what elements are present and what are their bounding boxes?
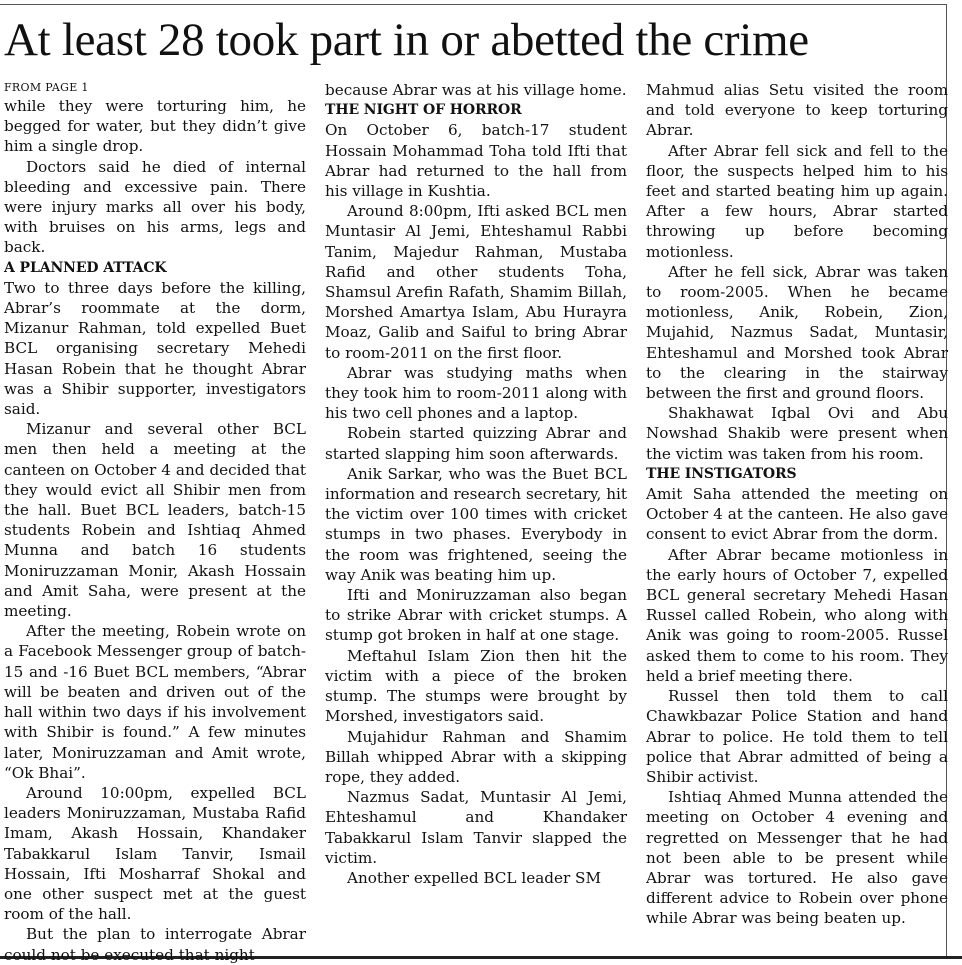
article-paragraph: Robein started quizzing Abrar and started slapping him soon afterwards. (325, 424, 627, 463)
article-column-2 (325, 80, 627, 888)
article-paragraph: Meftahul Islam Zion then hit the victim with a piece of the broken stump. The stumps were brought by Morshed, investigators said. (325, 646, 627, 726)
article-paragraph: Ishtiaq Ahmed Munna attended the meeting on October 4 evening and regretted on Messenger that he had not been able to be present while Abrar was tortured. He also gave different advice to Robein over phone while Abrar was being beaten up. (646, 788, 948, 928)
article-paragraph: Shakhawat Iqbal Ovi and Abu Nowshad Shakib were present when the victim was taken from his room. (646, 404, 948, 463)
article-paragraph: After he fell sick, Abrar was taken to room-2005. When he became motionless, Anik, Robein, Zion, Mujahid, Nazmus Sadat, Muntasir, Ehteshamul and Morshed took Abrar to the clearing in the stairway between the first and ground floors. (646, 262, 948, 403)
article-paragraph: Abrar was studying maths when they took him to room-2011 along with his two cell phones and a laptop. (325, 363, 627, 423)
top-rule (0, 4, 946, 5)
article-paragraph: Two to three days before the killing, Abrar’s roommate at the dorm, Mizanur Rahman, told expelled Buet BCL organising secretary Mehedi Hasan Robein that he thought Abrar was a Shibir supporter, investigators said. (4, 278, 306, 419)
kicker: FROM PAGE 1 (4, 81, 89, 94)
article-paragraph: Nazmus Sadat, Muntasir Al Jemi, Ehteshamul and Khandaker Tabakkarul Islam Tanvir slapped the victim. (325, 788, 627, 867)
article-paragraph: Mujahidur Rahman and Shamim Billah whipped Abrar with a skipping rope, they added. (325, 727, 627, 786)
article-paragraph: After Abrar became motionless in the early hours of October 7, expelled BCL general secretary Mehedi Hasan Russel called Robein, who along with Anik was going to room-2005. Russel asked them to come to his room. They held a brief meeting there. (646, 545, 948, 685)
article-paragraph: Ifti and Moniruzzaman also began to strike Abrar with cricket stumps. A stump got broken in half at one stage. (325, 586, 627, 645)
article-column-1 (4, 80, 306, 965)
article-paragraph: Anik Sarkar, who was the Buet BCL information and research secretary, hit the victim over 100 times with cricket stumps in two phases. Everybody in the room was frightened, seeing the way Anik was beating him up. (325, 464, 627, 584)
article-paragraph: But the plan to interrogate Abrar could not be executed that night (4, 925, 306, 964)
article-paragraph: On October 6, batch-17 student Hossain Mohammad Toha told Ifti that Abrar had returned to the hall from his village in Kushtia. (325, 121, 627, 201)
article-paragraph: Another expelled BCL leader SM (347, 868, 601, 887)
article-paragraph: Mahmud alias Setu visited the room and told everyone to keep torturing Abrar. (646, 81, 948, 140)
article-paragraph: After Abrar fell sick and fell to the floor, the suspects helped him to his feet and started beating him up again. After a few hours, Abrar started throwing up before becoming motionless. (646, 141, 948, 261)
headline: At least 28 took part in or abetted the crime (4, 14, 809, 66)
article-paragraph: while they were torturing him, he begged for water, but they didn’t give him a single drop. (4, 97, 306, 156)
section-subheading: A PLANNED ATTACK (4, 259, 167, 276)
article-paragraph: Amit Saha attended the meeting on October 4 at the canteen. He also gave consent to evict Abrar from the dorm. (646, 485, 948, 544)
article-column-3 (646, 80, 948, 929)
article-paragraph: Mizanur and several other BCL men then held a meeting at the canteen on October 4 and decided that they would evict all Shibir men from the hall. Buet BCL leaders, batch-15 students Robein and Ishtiaq Ahmed Munna and batch 16 students Moniruzzaman Monir, Akash Hossain and Amit Saha, were present at the meeting. (4, 420, 306, 621)
article-paragraph: Around 10:00pm, expelled BCL leaders Moniruzzaman, Mustaba Rafid Imam, Akash Hossain, Khandaker Tabakkarul Islam Tanvir, Ismail Hossain, Ifti Mosharraf Shokal and one other suspect met at the guest room of the hall. (4, 783, 306, 924)
article-paragraph: After the meeting, Robein wrote on a Facebook Messenger group of batch-15 and -16 Buet BCL members, “Abrar will be beaten and driven out of the hall within two days if his involvement with Shibir is found.” A few minutes later, Moniruzzaman and Amit wrote, “Ok Bhai”. (4, 622, 306, 782)
article-paragraph: Russel then told them to call Chawkbazar Police Station and hand Abrar to police. He told them to tell police that Abrar admitted of being a Shibir activist. (646, 687, 948, 786)
article-paragraph: Doctors said he died of internal bleeding and excessive pain. There were injury marks all over his body, with bruises on his arms, legs and back. (4, 157, 306, 257)
article-paragraph: because Abrar was at his village home. (325, 81, 627, 99)
article-paragraph: Around 8:00pm, Ifti asked BCL men Muntasir Al Jemi, Ehteshamul Rabbi Tanim, Majedur Rahman, Mustaba Rafid and other students Toha, Shamsul Arefin Rafath, Shamim Billah, Morshed Amartya Islam, Abu Hurayra Moaz, Galib and Saiful to bring Abrar to room-2011 on the first floor. (325, 202, 627, 362)
section-subheading: THE INSTIGATORS (646, 465, 797, 482)
section-subheading: THE NIGHT OF HORROR (325, 102, 522, 119)
